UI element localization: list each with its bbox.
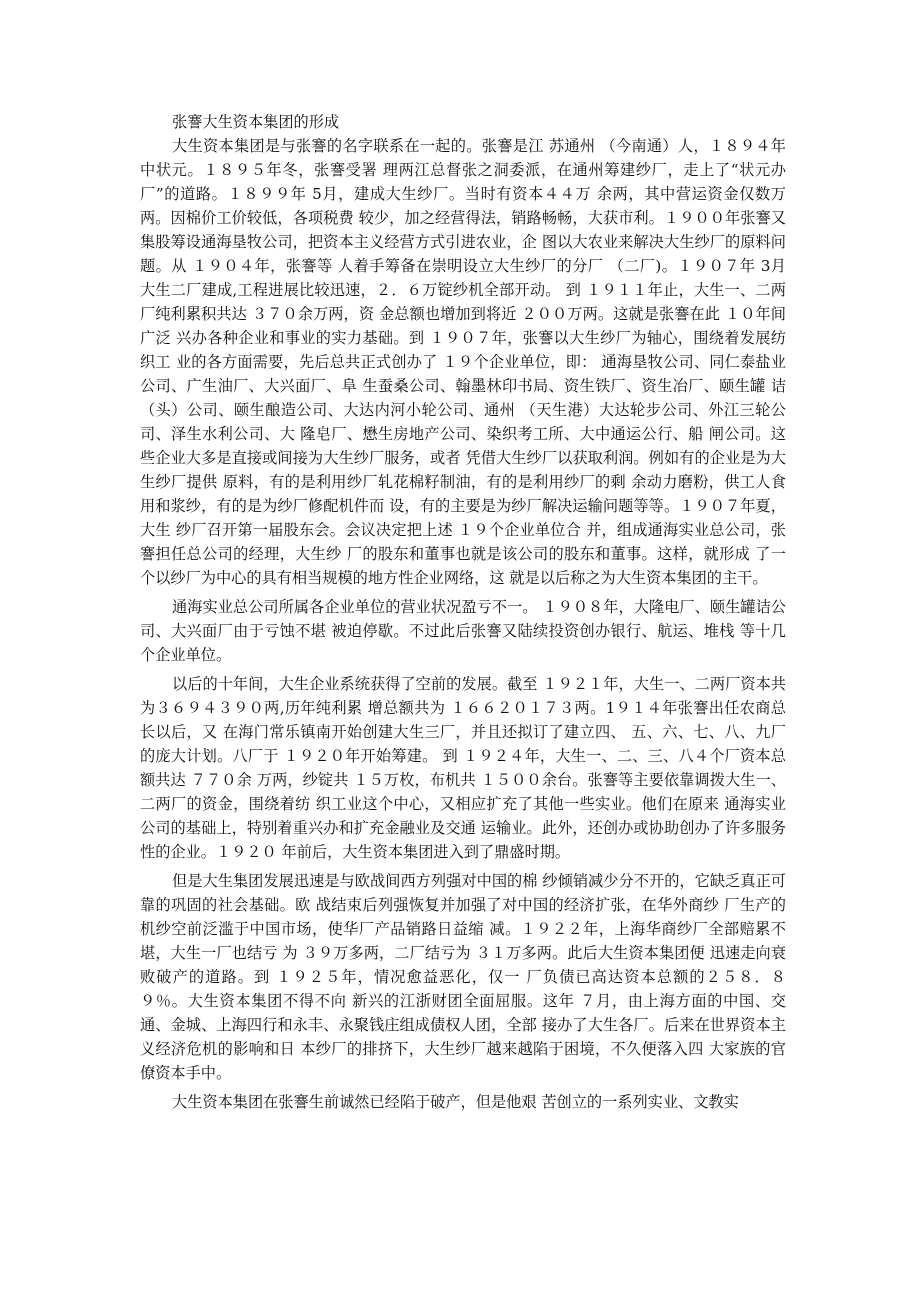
document-page xyxy=(140,110,786,1119)
paragraph-expansion: 以后的十年间，大生企业系统获得了空前的发展。截至 １９２１年，大生一、二两厂资本共为３６９４３９０两,历年纯利累 增总额共为 １６６２０１７３两。1９１４年张謇出任农商总长以后，又 在海门常乐镇南开始创建大生三厂，并且还拟订了建立四、 五、六、七、八、九厂的庞大计划。八厂于 １９２０年开始筹建。 到 １９２４年，大生一、二、三、八４个厂资本总额共达 ７７０余 万两，纱锭共 １５万枚，布机共 １５００余台。张謇等主要依靠调拨大生一、二两厂的资金，围绕着纺 织工业这个中心，又相应扩充了其他一些实业。他们在原来 通海实业公司的基础上，特别着重兴办和扩充金融业及交通 运输业。此外，还创办或协助创办了许多服务性的企业。１９２０ 年前后，大生资本集团进入到了鼎盛时期。 xyxy=(140,675,786,861)
paragraph-operating-status: 通海实业总公司所属各企业单位的营业状况盈亏不一。 １９０８年，大隆电厂、颐生罐诘公司、大兴面厂由于亏蚀不堪 被迫停歇。不过此后张謇又陆续投资创办银行、航运、堆栈 等十几个企业单位。 xyxy=(140,598,786,664)
paragraph-legacy: 大生资本集团在张謇生前诚然已经陷于破产，但是他艰 苦创立的一系列实业、文教实 xyxy=(172,1093,739,1111)
paragraph-decline: 但是大生集团发展迅速是与欧战间西方列强对中国的棉 纱倾销减少分不开的，它缺乏真正可靠的巩固的社会基础。欧 战结束后列强恢复并加强了对中国的经济扩张，在华外商纱 厂生产的机纱空前泛滥于中国市场，使华厂产品销路日益缩 减。１９２２年，上海华商纱厂全部赔累不堪，大生一厂也结亏 为 ３９万多两，二厂结亏为 ３１万多两。此后大生资本集团便 迅速走向衰败破产的道路。到 １９２５年，情况愈益恶化，仅一 厂负债已高达资本总额的２５８．８９％。大生资本集团不得不向 新兴的江浙财团全面屈服。这年 ７月，由上海方面的中国、交 通、金城、上海四行和永丰、永聚钱庄组成债权人团，全部 接办了大生各厂。后来在世界资本主义经济危机的影响和日 本纱厂的排挤下，大生纱厂越来越陷于困境，不久便落入四 大家族的官僚资本手中。 xyxy=(140,872,786,1082)
document-title: 张謇大生资本集团的形成 xyxy=(172,113,340,131)
paragraph-formation: 大生资本集团是与张謇的名字联系在一起的。张謇是江 苏通州 （今南通）人，１８９４年中状元。１８９５年冬，张謇受署 理两江总督张之洞委派，在通州筹建纱厂，走上了“状元办 厂”的道路。１８９９年 5月，建成大生纱厂。当时有资本４４万 余两，其中营运资金仅数万两。因棉价工价较低，各项税费 较少，加之经营得法，销路畅畅，大获市利。１９００年张謇又 集股筹设通海垦牧公司，把资本主义经营方式引进农业，企 图以大农业来解决大生纱厂的原料问题。从 １９０４年，张謇等 人着手筹备在崇明设立大生纱厂的分厂 （二厂)。１９０７年 3月 大生二厂建成,工程进展比较迅速，２．６万锭纱机全部开动。 到 １９１１年止，大生一、二两厂纯利累积共达 ３７０余万两，资 金总额也增加到将近 ２００万两。这就是张謇在此 １０年间广泛 兴办各种企业和事业的实力基础。到 １９０７年，张謇以大生纱厂为轴心，围绕着发展纺织工 业的各方面需要，先后总共正式创办了 １９个企业单位，即： 通海垦牧公司、同仁泰盐业公司、广生油厂、大兴面厂、阜 生蚕桑公司、翰墨林印书局、资生铁厂、资生冶厂、颐生罐 诘 （头）公司、颐生酿造公司、大达内河小轮公司、通州 （天生港）大达轮步公司、外江三轮公司、泽生水利公司、大 隆皂厂、懋生房地产公司、染织考工所、大中通运公行、船 闸公司。这些企业大多是直接或间接为大生纱厂服务，或者 凭借大生纱厂以获取利润。例如有的企业是为大生纱厂提供 原料，有的是利用纱厂轧花棉籽制油，有的是利用纱厂的剩 余动力磨粉，供工人食用和浆纱，有的是为纱厂修配机件而 设，有的主要是为纱厂解决运输问题等等。１９０７年夏，大生 纱厂召开第一届股东会。会议决定把上述 １９个企业单位合 并，组成通海实业总公司，张謇担任总公司的经理，大生纱 厂的股东和董事也就是该公司的股东和董事。这样，就形成 了一个以纱厂为中心的具有相当规模的地方性企业网络，这 就是以后称之为大生资本集团的主干。 xyxy=(140,137,786,587)
